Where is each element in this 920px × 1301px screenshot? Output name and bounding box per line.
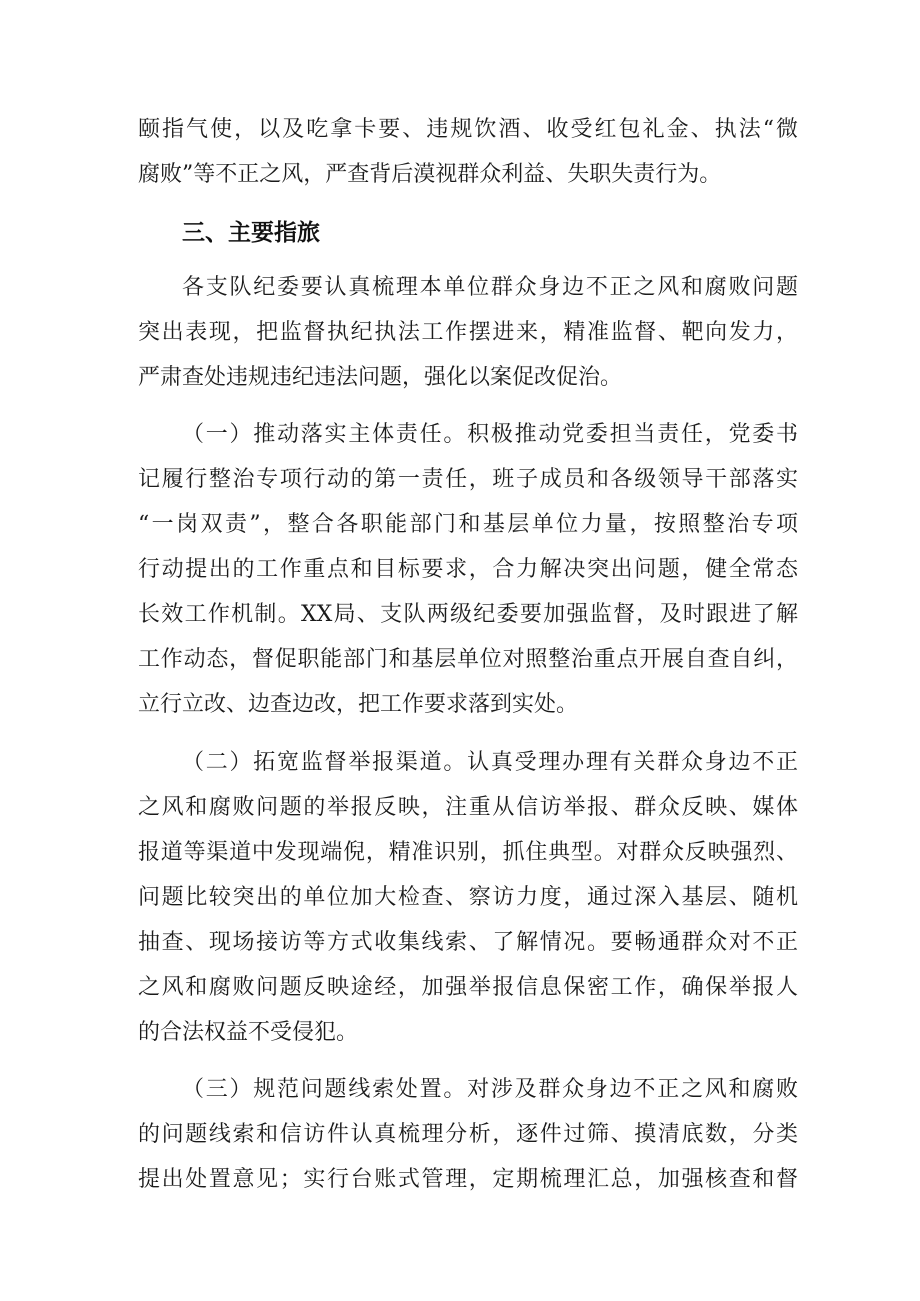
paragraph-line: 之风和腐败问题反映途经，加强举报信息保密工作，确保举报人	[138, 975, 798, 1000]
paragraph-line: （二）拓宽监督举报渠道。认真受理办理有关群众身边不正	[182, 750, 798, 775]
paragraph-line: 抽查、现场接访等方式收集线索、了解情况。要畅通群众对不正	[138, 930, 798, 955]
paragraph-line: 长效工作机制。XX局、支队两级纪委要加强监督，及时跟进了解	[138, 602, 798, 627]
paragraph-line: 突出表现，把监督执纪执法工作摆进来，精准监督、靶向发力，	[138, 320, 798, 345]
paragraph-line: 报道等渠道中发现端倪，精准识别，抓住典型。对群众反映强烈、	[138, 840, 798, 865]
paragraph-line: 之风和腐败问题的举报反映，注重从信访举报、群众反映、媒体	[138, 795, 798, 820]
paragraph-line: （一）推动落实主体责任。积极推动党委担当责任，党委书	[182, 422, 798, 447]
paragraph-line: 问题比较突出的单位加大检查、察访力度，通过深入基层、随机	[138, 885, 798, 910]
paragraph-line: “一岗双责”，整合各职能部门和基层单位力量，按照整治专项	[138, 512, 798, 537]
paragraph-line: 立行立改、边查边改，把工作要求落到实处。	[138, 692, 579, 717]
paragraph-line: 颐指气使，以及吃拿卡要、违规饮酒、收受红包礼金、执法“微	[138, 117, 798, 142]
paragraph-line: （三）规范问题线索处置。对涉及群众身边不正之风和腐败	[182, 1077, 798, 1102]
paragraph-line: 工作动态，督促职能部门和基层单位对照整治重点开展自查自纠，	[138, 647, 798, 672]
paragraph-line: 的合法权益不受侵犯。	[138, 1020, 359, 1045]
paragraph-line: 记履行整治专项行动的第一责任，班子成员和各级领导干部落实	[138, 467, 798, 492]
paragraph-line: 腐败”等不正之风，严查背后漠视群众利益、失职失责行为。	[138, 162, 722, 187]
paragraph-line: 行动提出的工作重点和目标要求，合力解决突出问题，健全常态	[138, 557, 798, 582]
paragraph-line: 严肃查处违规违纪违法问题，强化以案促改促治。	[138, 365, 623, 390]
paragraph-line: 各支队纪委要认真梳理本单位群众身边不正之风和腐败问题	[182, 275, 798, 300]
section-heading: 三、主要指旅	[182, 220, 320, 246]
paragraph-line: 提出处置意见；实行台账式管理，定期梳理汇总，加强核查和督	[138, 1167, 798, 1192]
paragraph-line: 的问题线索和信访件认真梳理分析，逐件过筛、摸清底数，分类	[138, 1122, 798, 1147]
